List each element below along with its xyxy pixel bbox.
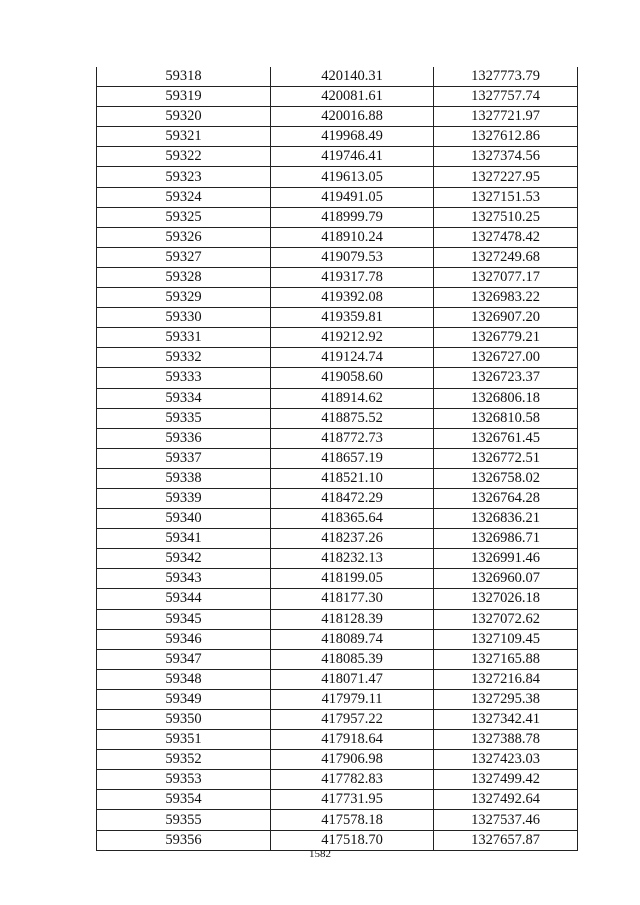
y-coordinate-cell: 1326983.22 <box>434 288 578 308</box>
x-coordinate-cell: 419124.74 <box>271 348 434 368</box>
table-row <box>97 549 578 569</box>
y-coordinate-cell: 1327374.56 <box>434 147 578 167</box>
point-id-cell: 59337 <box>97 448 271 468</box>
y-coordinate-cell: 1326986.71 <box>434 529 578 549</box>
y-coordinate-cell: 1327165.88 <box>434 649 578 669</box>
y-coordinate-cell: 1327757.74 <box>434 87 578 107</box>
x-coordinate-cell: 418071.47 <box>271 669 434 689</box>
point-id-cell: 59341 <box>97 529 271 549</box>
table-row <box>97 448 578 468</box>
point-id-cell: 59328 <box>97 267 271 287</box>
point-id-cell: 59325 <box>97 207 271 227</box>
table-row <box>97 790 578 810</box>
table-row <box>97 488 578 508</box>
y-coordinate-cell: 1327077.17 <box>434 267 578 287</box>
y-coordinate-cell: 1326779.21 <box>434 328 578 348</box>
x-coordinate-cell: 418085.39 <box>271 649 434 669</box>
table-row <box>97 669 578 689</box>
point-id-cell: 59322 <box>97 147 271 167</box>
point-id-cell: 59344 <box>97 589 271 609</box>
table-row <box>97 227 578 247</box>
point-id-cell: 59346 <box>97 629 271 649</box>
point-id-cell: 59354 <box>97 790 271 810</box>
point-id-cell: 59352 <box>97 750 271 770</box>
point-id-cell: 59348 <box>97 669 271 689</box>
y-coordinate-cell: 1327657.87 <box>434 830 578 850</box>
point-id-cell: 59356 <box>97 830 271 850</box>
y-coordinate-cell: 1327072.62 <box>434 609 578 629</box>
x-coordinate-cell: 419079.53 <box>271 247 434 267</box>
point-id-cell: 59321 <box>97 127 271 147</box>
x-coordinate-cell: 420081.61 <box>271 87 434 107</box>
y-coordinate-cell: 1326836.21 <box>434 509 578 529</box>
y-coordinate-cell: 1326772.51 <box>434 448 578 468</box>
table-row <box>97 770 578 790</box>
table-row <box>97 589 578 609</box>
point-id-cell: 59342 <box>97 549 271 569</box>
y-coordinate-cell: 1327510.25 <box>434 207 578 227</box>
table-row <box>97 609 578 629</box>
y-coordinate-cell: 1327612.86 <box>434 127 578 147</box>
table-row <box>97 207 578 227</box>
x-coordinate-cell: 418472.29 <box>271 488 434 508</box>
y-coordinate-cell: 1327249.68 <box>434 247 578 267</box>
y-coordinate-cell: 1327151.53 <box>434 187 578 207</box>
point-id-cell: 59332 <box>97 348 271 368</box>
x-coordinate-cell: 418910.24 <box>271 227 434 247</box>
x-coordinate-cell: 418999.79 <box>271 207 434 227</box>
x-coordinate-cell: 418772.73 <box>271 428 434 448</box>
y-coordinate-cell: 1326991.46 <box>434 549 578 569</box>
y-coordinate-cell: 1326758.02 <box>434 468 578 488</box>
table-row <box>97 388 578 408</box>
y-coordinate-cell: 1326723.37 <box>434 368 578 388</box>
x-coordinate-cell: 418177.30 <box>271 589 434 609</box>
x-coordinate-cell: 419613.05 <box>271 167 434 187</box>
table-row <box>97 267 578 287</box>
table-row <box>97 509 578 529</box>
y-coordinate-cell: 1327026.18 <box>434 589 578 609</box>
y-coordinate-cell: 1327388.78 <box>434 730 578 750</box>
y-coordinate-cell: 1327499.42 <box>434 770 578 790</box>
x-coordinate-cell: 419491.05 <box>271 187 434 207</box>
table-row <box>97 529 578 549</box>
table-row <box>97 649 578 669</box>
point-id-cell: 59323 <box>97 167 271 187</box>
x-coordinate-cell: 418875.52 <box>271 408 434 428</box>
coordinates-table <box>96 67 578 851</box>
y-coordinate-cell: 1326960.07 <box>434 569 578 589</box>
table-row <box>97 710 578 730</box>
y-coordinate-cell: 1327721.97 <box>434 107 578 127</box>
point-id-cell: 59318 <box>97 67 271 87</box>
y-coordinate-cell: 1327342.41 <box>434 710 578 730</box>
point-id-cell: 59333 <box>97 368 271 388</box>
x-coordinate-cell: 417906.98 <box>271 750 434 770</box>
point-id-cell: 59335 <box>97 408 271 428</box>
point-id-cell: 59327 <box>97 247 271 267</box>
table-row <box>97 629 578 649</box>
table-row <box>97 730 578 750</box>
table-row <box>97 468 578 488</box>
point-id-cell: 59351 <box>97 730 271 750</box>
table-row <box>97 147 578 167</box>
point-id-cell: 59355 <box>97 810 271 830</box>
y-coordinate-cell: 1326806.18 <box>434 388 578 408</box>
point-id-cell: 59349 <box>97 689 271 709</box>
table-row <box>97 810 578 830</box>
x-coordinate-cell: 418521.10 <box>271 468 434 488</box>
x-coordinate-cell: 418237.26 <box>271 529 434 549</box>
table-row <box>97 67 578 87</box>
table-row <box>97 107 578 127</box>
x-coordinate-cell: 418199.05 <box>271 569 434 589</box>
table-row <box>97 127 578 147</box>
point-id-cell: 59331 <box>97 328 271 348</box>
table-row <box>97 187 578 207</box>
y-coordinate-cell: 1327478.42 <box>434 227 578 247</box>
x-coordinate-cell: 418365.64 <box>271 509 434 529</box>
point-id-cell: 59347 <box>97 649 271 669</box>
x-coordinate-cell: 417731.95 <box>271 790 434 810</box>
y-coordinate-cell: 1327295.38 <box>434 689 578 709</box>
y-coordinate-cell: 1326727.00 <box>434 348 578 368</box>
x-coordinate-cell: 417578.18 <box>271 810 434 830</box>
page-number: 1582 <box>309 848 331 860</box>
y-coordinate-cell: 1327423.03 <box>434 750 578 770</box>
x-coordinate-cell: 417979.11 <box>271 689 434 709</box>
point-id-cell: 59340 <box>97 509 271 529</box>
y-coordinate-cell: 1326761.45 <box>434 428 578 448</box>
point-id-cell: 59334 <box>97 388 271 408</box>
point-id-cell: 59343 <box>97 569 271 589</box>
x-coordinate-cell: 417918.64 <box>271 730 434 750</box>
y-coordinate-cell: 1327492.64 <box>434 790 578 810</box>
x-coordinate-cell: 417782.83 <box>271 770 434 790</box>
x-coordinate-cell: 418128.39 <box>271 609 434 629</box>
x-coordinate-cell: 419359.81 <box>271 308 434 328</box>
y-coordinate-cell: 1327537.46 <box>434 810 578 830</box>
x-coordinate-cell: 419746.41 <box>271 147 434 167</box>
point-id-cell: 59329 <box>97 288 271 308</box>
table-row <box>97 408 578 428</box>
table-row <box>97 328 578 348</box>
x-coordinate-cell: 419058.60 <box>271 368 434 388</box>
point-id-cell: 59320 <box>97 107 271 127</box>
y-coordinate-cell: 1326810.58 <box>434 408 578 428</box>
x-coordinate-cell: 420016.88 <box>271 107 434 127</box>
x-coordinate-cell: 417518.70 <box>271 830 434 850</box>
table-row <box>97 247 578 267</box>
table-body <box>97 67 578 850</box>
x-coordinate-cell: 419392.08 <box>271 288 434 308</box>
x-coordinate-cell: 418232.13 <box>271 549 434 569</box>
point-id-cell: 59345 <box>97 609 271 629</box>
table-row <box>97 87 578 107</box>
y-coordinate-cell: 1326907.20 <box>434 308 578 328</box>
y-coordinate-cell: 1327109.45 <box>434 629 578 649</box>
table-row <box>97 308 578 328</box>
point-id-cell: 59324 <box>97 187 271 207</box>
x-coordinate-cell: 419317.78 <box>271 267 434 287</box>
table-row <box>97 428 578 448</box>
table-row <box>97 167 578 187</box>
table-row <box>97 288 578 308</box>
point-id-cell: 59326 <box>97 227 271 247</box>
x-coordinate-cell: 418914.62 <box>271 388 434 408</box>
x-coordinate-cell: 420140.31 <box>271 67 434 87</box>
table-row <box>97 569 578 589</box>
point-id-cell: 59319 <box>97 87 271 107</box>
point-id-cell: 59338 <box>97 468 271 488</box>
y-coordinate-cell: 1326764.28 <box>434 488 578 508</box>
point-id-cell: 59336 <box>97 428 271 448</box>
table-row <box>97 689 578 709</box>
x-coordinate-cell: 419212.92 <box>271 328 434 348</box>
table-row <box>97 750 578 770</box>
y-coordinate-cell: 1327227.95 <box>434 167 578 187</box>
x-coordinate-cell: 417957.22 <box>271 710 434 730</box>
point-id-cell: 59353 <box>97 770 271 790</box>
table-row <box>97 368 578 388</box>
point-id-cell: 59339 <box>97 488 271 508</box>
x-coordinate-cell: 418657.19 <box>271 448 434 468</box>
point-id-cell: 59330 <box>97 308 271 328</box>
y-coordinate-cell: 1327216.84 <box>434 669 578 689</box>
x-coordinate-cell: 419968.49 <box>271 127 434 147</box>
x-coordinate-cell: 418089.74 <box>271 629 434 649</box>
y-coordinate-cell: 1327773.79 <box>434 67 578 87</box>
table-row <box>97 348 578 368</box>
point-id-cell: 59350 <box>97 710 271 730</box>
